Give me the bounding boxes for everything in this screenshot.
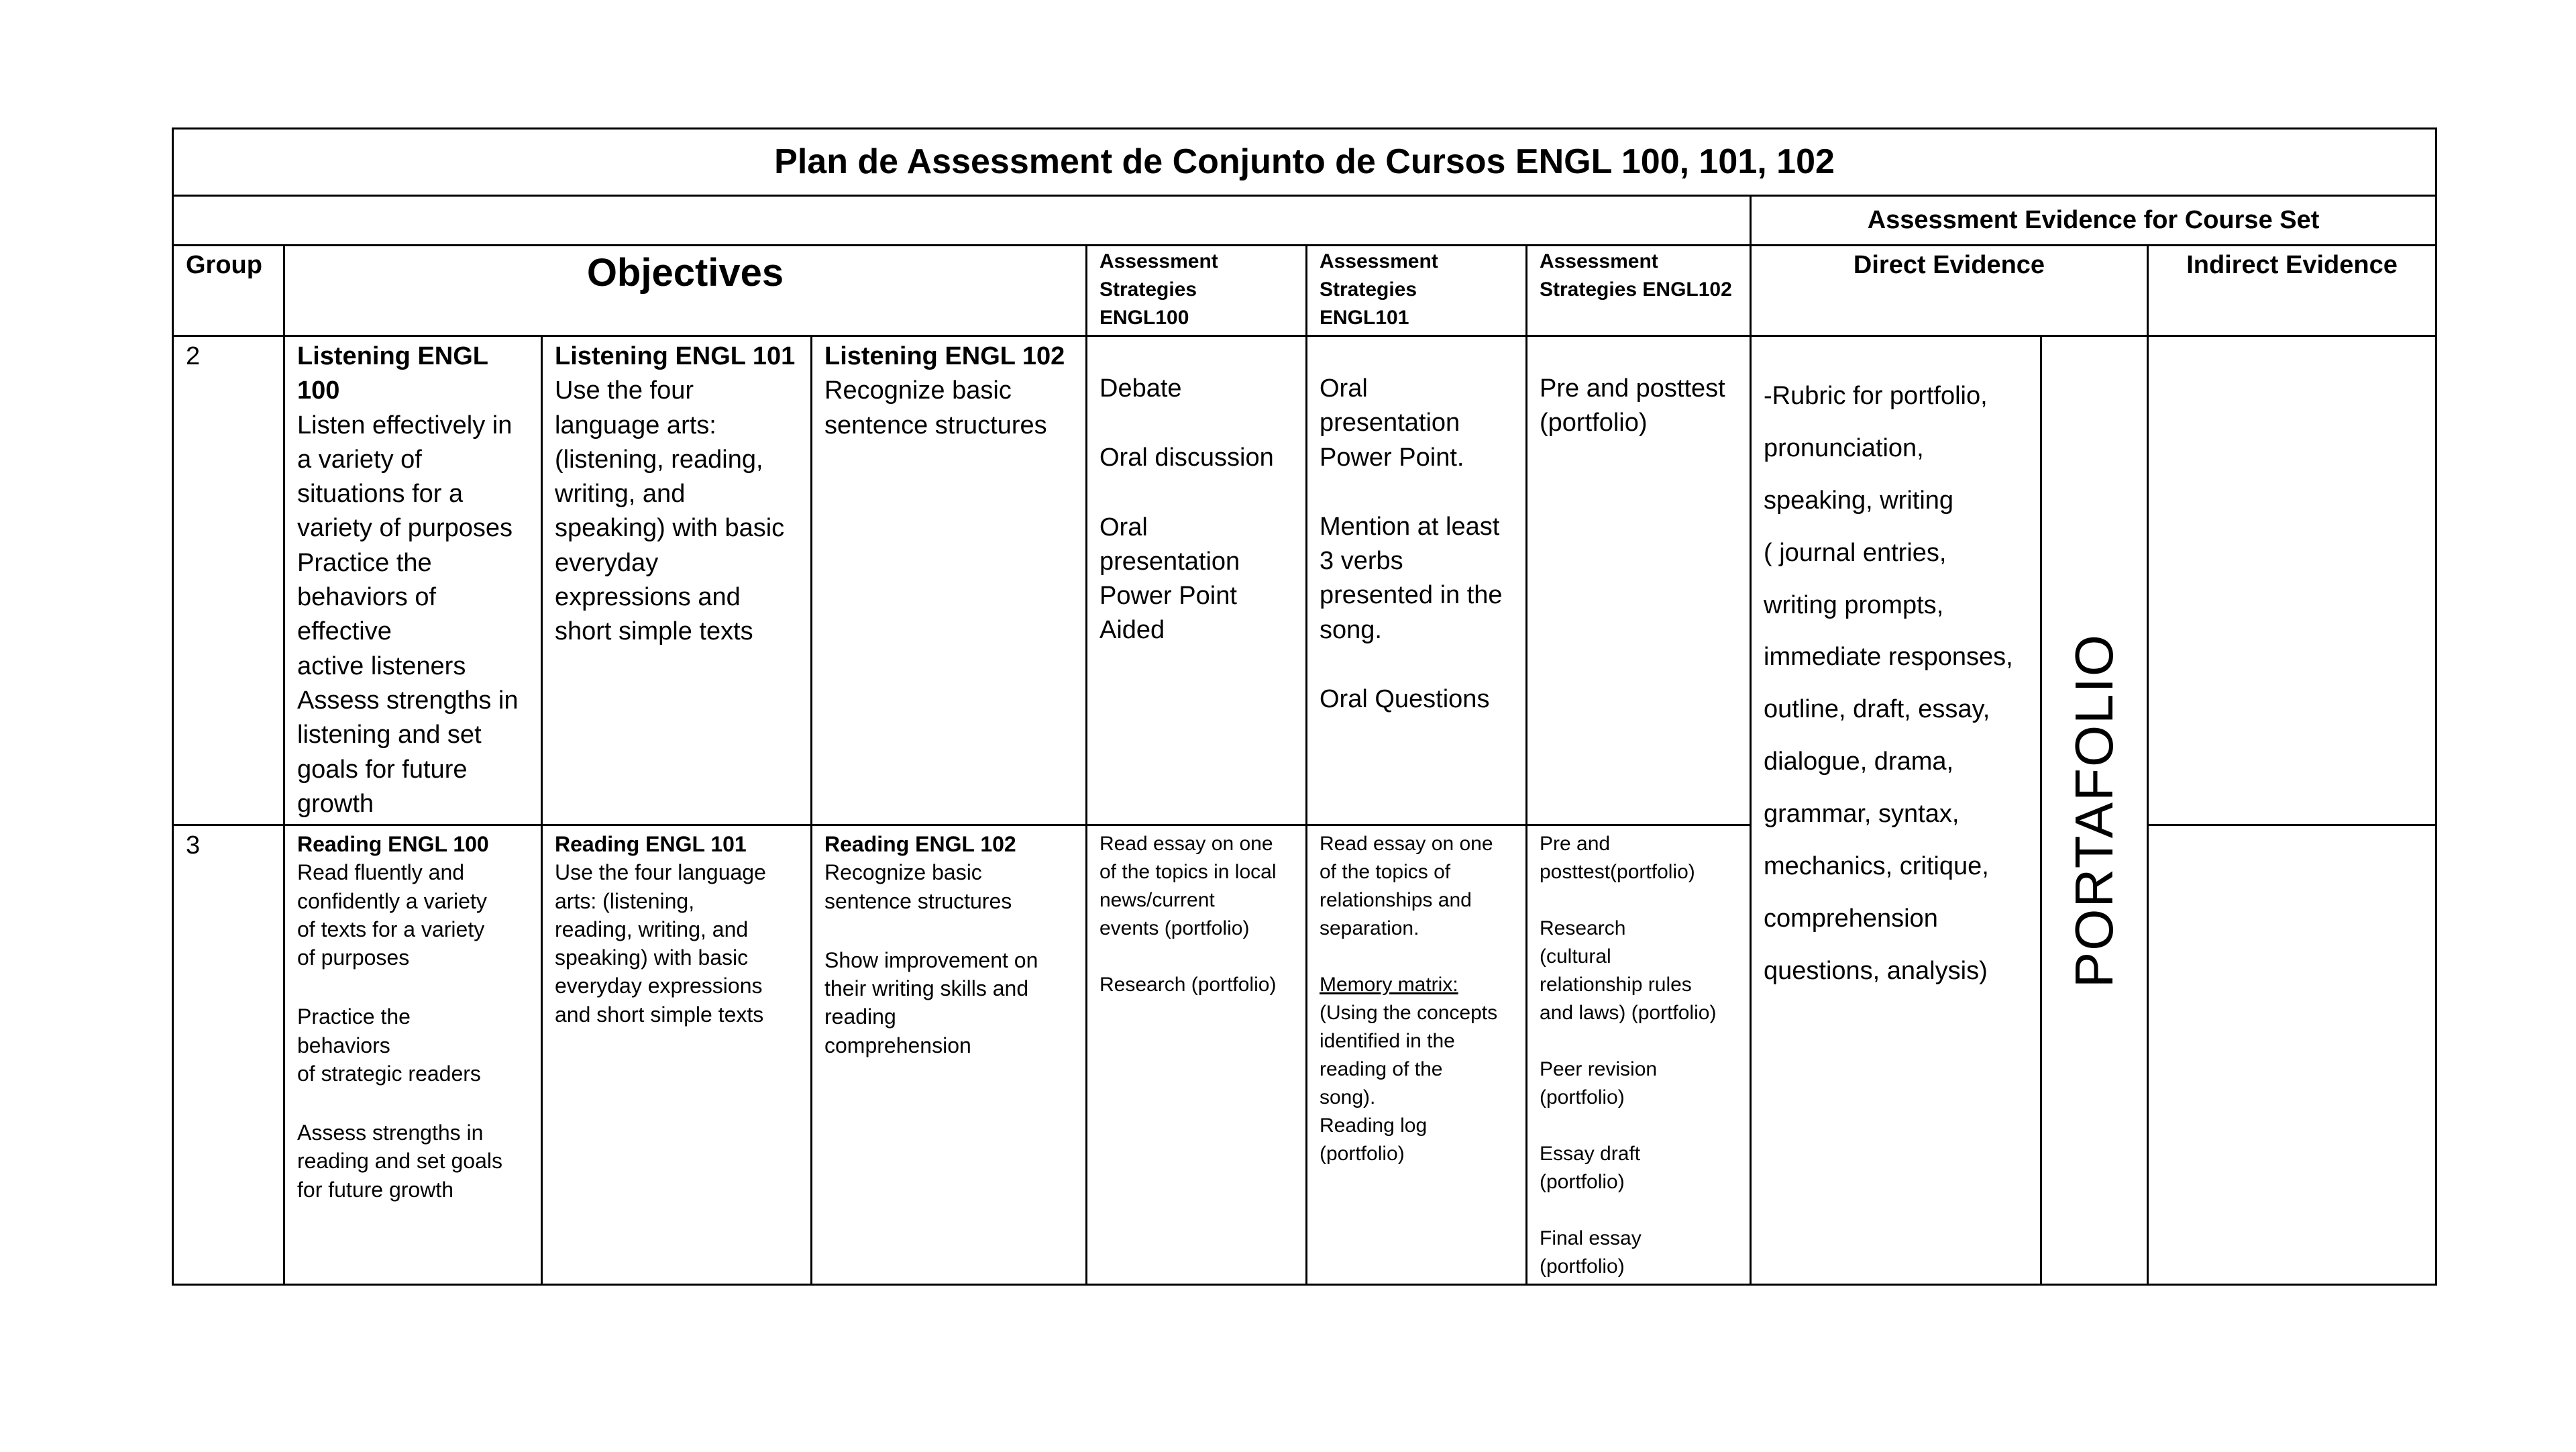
evidence-header-row bbox=[173, 196, 2436, 246]
objectives-header: Objectives bbox=[284, 246, 1087, 336]
blank-header-cell bbox=[173, 196, 1751, 246]
objective-listening-engl100 bbox=[284, 336, 542, 825]
objective-title: Listening ENGL 102 bbox=[824, 342, 1065, 370]
strategy-item: Debate bbox=[1099, 374, 1182, 403]
objective-title: Listening ENGL 101 bbox=[555, 342, 796, 370]
assessment-plan-table bbox=[172, 127, 2435, 1278]
strategies-engl100-header: Assessment Strategies ENGL100 bbox=[1087, 246, 1307, 336]
strategy-item: Peer revision (portfolio) bbox=[1540, 1058, 1658, 1109]
portafolio-label: PORTAFOLIO bbox=[2064, 633, 2124, 988]
objective-text: Listen effectively in a variety of situations for a variety of purposes Practice the behaviors of effective active listeners Assess strengths in listening and set goals for future growth bbox=[297, 411, 519, 818]
objective-text: Practice the behaviors of strategic readers bbox=[297, 1004, 481, 1086]
strategies-reading-engl102 bbox=[1527, 825, 1751, 1285]
objective-text: Use the four language arts: (listening, reading, writing, and speaking) with basic everyday expressions and short simple texts bbox=[555, 860, 766, 1027]
objective-title: Reading ENGL 102 bbox=[824, 832, 1016, 857]
objective-listening-engl101 bbox=[542, 336, 812, 825]
objective-reading-engl100 bbox=[284, 825, 542, 1285]
direct-evidence-header: Direct Evidence bbox=[1751, 246, 2148, 336]
memory-matrix-label: Memory matrix: bbox=[1320, 974, 1458, 996]
group-number: 3 bbox=[173, 825, 284, 1285]
objective-text: Recognize basic sentence structures bbox=[824, 376, 1047, 439]
strategy-item: Oral presentation Power Point Aided bbox=[1099, 513, 1240, 645]
strategy-item: Final essay (portfolio) bbox=[1540, 1227, 1642, 1278]
objective-text: Show improvement on their writing skills and reading comprehension bbox=[824, 947, 1038, 1057]
strategy-item: Essay draft (portfolio) bbox=[1540, 1143, 1641, 1194]
indirect-evidence-header: Indirect Evidence bbox=[2148, 246, 2436, 336]
objective-reading-engl101 bbox=[542, 825, 812, 1285]
objective-text: Read fluently and confidently a variety of texts for a variety of purposes bbox=[297, 860, 487, 970]
objective-reading-engl102 bbox=[812, 825, 1087, 1285]
direct-evidence-list: -Rubric for portfolio, pronunciation, speaking, writing ( journal entries, writing prompts, immediate responses, outline, draft, essay, dialogue, drama, grammar, syntax, mechanics, critique, comprehension questions, analysis) bbox=[1751, 336, 2041, 1285]
objective-title: Reading ENGL 100 bbox=[297, 832, 489, 857]
portafolio-cell bbox=[2041, 336, 2148, 1285]
strategies-listening-engl101 bbox=[1307, 336, 1527, 825]
evidence-header: Assessment Evidence for Course Set bbox=[1751, 196, 2436, 246]
strategies-listening-engl100 bbox=[1087, 336, 1307, 825]
strategy-item: Oral discussion bbox=[1099, 444, 1274, 472]
objective-text: Use the four language arts: (listening, reading, writing, and speaking) with basic everyday expressions and short simple texts bbox=[555, 376, 785, 646]
objective-title: Listening ENGL 100 bbox=[297, 342, 488, 405]
strategy-item: (Using the concepts identified in the reading of the song). Reading log (portfolio) bbox=[1320, 1002, 1498, 1165]
objective-listening-engl102 bbox=[812, 336, 1087, 825]
strategies-engl101-header: Assessment Strategies ENGL101 bbox=[1307, 246, 1527, 336]
strategies-reading-engl101 bbox=[1307, 825, 1527, 1285]
objective-text: Assess strengths in reading and set goals for future growth bbox=[297, 1121, 502, 1202]
strategy-item: Mention at least 3 verbs presented in the song. bbox=[1320, 512, 1503, 644]
strategy-item: Research (portfolio) bbox=[1099, 974, 1277, 996]
objective-text: Recognize basic sentence structures bbox=[824, 860, 1012, 913]
strategies-listening-engl102 bbox=[1527, 336, 1751, 825]
strategy-item: Pre and posttest (portfolio) bbox=[1540, 374, 1725, 437]
indirect-evidence-reading bbox=[2148, 825, 2436, 1285]
strategy-item: Oral presentation Power Point. bbox=[1320, 374, 1464, 472]
strategy-item: Pre and posttest(portfolio) bbox=[1540, 833, 1695, 884]
group-header: Group bbox=[173, 246, 284, 336]
strategy-item: Oral Questions bbox=[1320, 685, 1490, 714]
indirect-evidence-listening bbox=[2148, 336, 2436, 825]
strategy-item: Research (cultural relationship rules and laws) (portfolio) bbox=[1540, 917, 1717, 1025]
page-title: Plan de Assessment de Conjunto de Cursos ENGL 100, 101, 102 bbox=[173, 129, 2436, 196]
column-header-row bbox=[173, 246, 2436, 336]
title-row bbox=[173, 129, 2436, 196]
table-row-listening bbox=[173, 336, 2436, 825]
group-number: 2 bbox=[173, 336, 284, 825]
strategies-engl102-header: Assessment Strategies ENGL102 bbox=[1527, 246, 1751, 336]
objective-title: Reading ENGL 101 bbox=[555, 832, 747, 857]
strategy-item: Read essay on one of the topics in local news/current events (portfolio) bbox=[1099, 833, 1277, 940]
strategy-item: Read essay on one of the topics of relationships and separation. bbox=[1320, 833, 1493, 940]
strategies-reading-engl100 bbox=[1087, 825, 1307, 1285]
